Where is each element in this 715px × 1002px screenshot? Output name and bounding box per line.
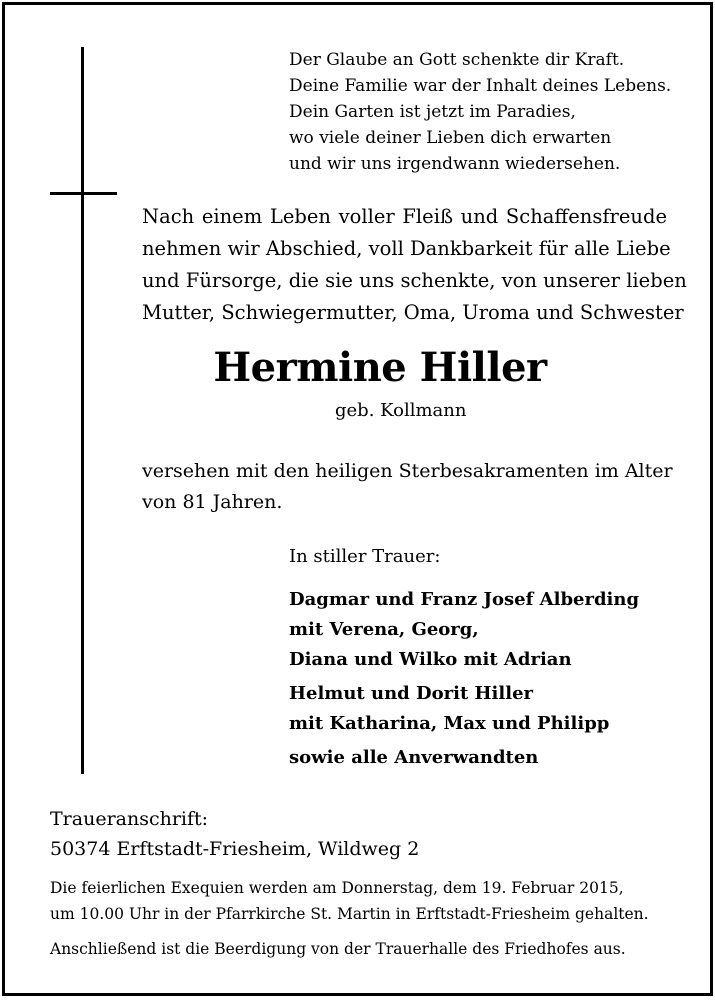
cross-vertical-bar <box>81 47 84 774</box>
mourner-line: Dagmar und Franz Josef Alberding <box>289 589 640 610</box>
mourners-relatives: sowie alle Anverwandten <box>289 747 539 768</box>
sacrament-text <box>142 456 673 518</box>
poem-line: Dein Garten ist jetzt im Paradies, <box>289 102 576 122</box>
deceased-name: Hermine Hiller <box>213 344 547 391</box>
intro-line: Mutter, Schwiegermutter, Oma, Uroma und Schwester <box>142 301 684 324</box>
service-line: Die feierlichen Exequien werden am Donnerstag, dem 19. Februar 2015, <box>50 879 624 897</box>
sacrament-line: von 81 Jahren. <box>142 491 283 513</box>
mourner-line: mit Verena, Georg, <box>289 619 479 640</box>
sacrament-line: versehen mit den heiligen Sterbesakramenten im Alter <box>142 460 673 482</box>
poem-line: und wir uns irgendwann wiedersehen. <box>289 154 621 174</box>
mourners-label: In stiller Trauer: <box>289 546 441 567</box>
poem <box>289 47 671 177</box>
mourner-line: Diana und Wilko mit Adrian <box>289 649 572 670</box>
poem-line: Deine Familie war der Inhalt deines Lebens. <box>289 76 672 96</box>
cross-horizontal-bar <box>50 192 117 195</box>
mourners-block <box>289 545 639 773</box>
birth-name: geb. Kollmann <box>335 400 467 421</box>
intro-line: nehmen wir Abschied, voll Dankbarkeit für alle Liebe <box>142 237 671 260</box>
intro-text <box>142 201 687 329</box>
burial-info: Anschließend ist die Beerdigung von der Trauerhalle des Friedhofes aus. <box>50 940 626 958</box>
intro-line: und Fürsorge, die sie uns schenkte, von unserer lieben <box>142 269 687 292</box>
mourning-address <box>50 804 419 864</box>
poem-line: Der Glaube an Gott schenkte dir Kraft. <box>289 50 625 70</box>
poem-line: wo viele deiner Lieben dich erwarten <box>289 128 612 148</box>
mourner-family <box>289 679 639 739</box>
funeral-service-info <box>50 875 649 927</box>
address-value: 50374 Erftstadt-Friesheim, Wildweg 2 <box>50 838 420 860</box>
intro-line: Nach einem Leben voller Fleiß und Schaffensfreude <box>142 205 667 228</box>
service-line: um 10.00 Uhr in der Pfarrkirche St. Martin in Erftstadt-Friesheim gehalten. <box>50 905 649 923</box>
mourner-family <box>289 585 639 675</box>
mourner-line: mit Katharina, Max und Philipp <box>289 713 610 734</box>
mourner-line: Helmut und Dorit Hiller <box>289 683 534 704</box>
obituary-card <box>2 2 713 996</box>
address-label: Traueranschrift: <box>50 808 209 830</box>
